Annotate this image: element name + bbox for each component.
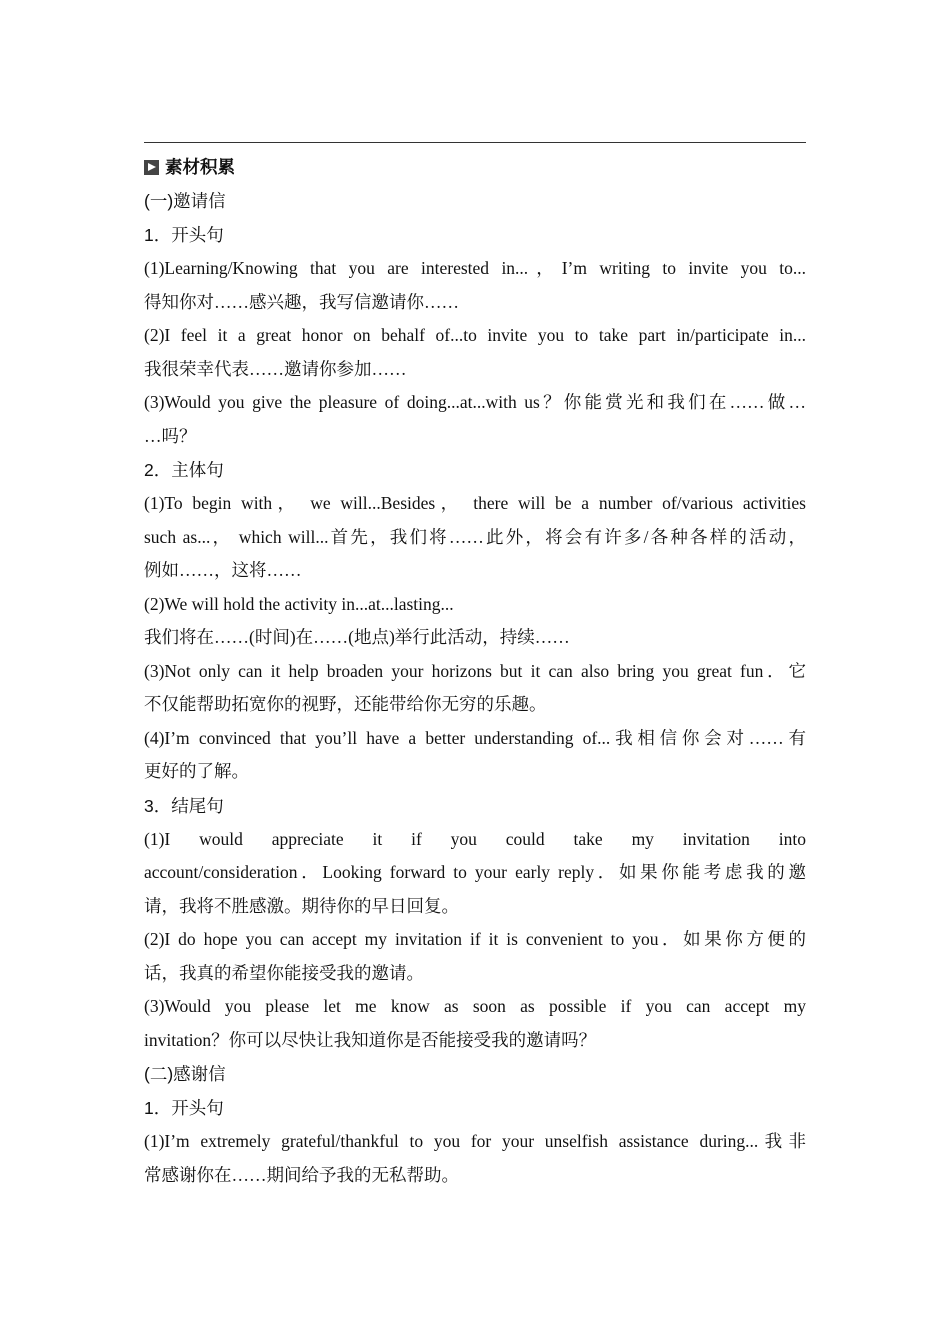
paragraph-line: (4)I’m convinced that you’ll have a better understanding of...我相信你会对……有 [144,727,806,748]
paragraph-line: (3)Not only can it help broaden your horizons but it can also bring you great fun．它 [144,660,806,681]
section-title: 素材积累 [165,157,235,177]
paragraph-line: invitation？你可以尽快让我知道你是否能接受我的邀请吗？ [144,1029,597,1050]
paragraph-line: 得知你对……感兴趣，我写信邀请你…… [144,291,459,312]
paragraph-line: …吗？ [144,425,197,446]
paragraph-line: (3)Would you please let me know as soon as possible if you can accept my [144,996,806,1016]
thanks-opening-title: 1．开头句 [144,1098,224,1118]
paragraph-line: (2)We will hold the activity in...at...lasting... [144,593,454,614]
paragraph-line: 不仅能帮助拓宽你的视野，还能带给你无穷的乐趣。 [144,694,547,714]
paragraph-line: (1)Learning/Knowing that you are interested in...，I’m writing to invite you to... [144,258,806,278]
invite-opening-title: 1．开头句 [144,225,224,245]
paragraph-line: (3)Would you give the pleasure of doing...at...with us？你能赏光和我们在……做… [144,392,806,412]
invite-body-title: 2．主体句 [144,460,224,480]
paragraph-line: (1)I’m extremely grateful/thankful to you for your unselfish assistance during...我非 [144,1131,806,1151]
document-content [144,150,806,1192]
paragraph-line: 话，我真的希望你能接受我的邀请。 [144,962,424,983]
part-title-invite: (一)邀请信 [144,191,226,211]
paragraph-line: (2)I do hope you can accept my invitation if it is convenient to you．如果你方便的 [144,929,806,949]
paragraph-line: (1)I would appreciate it if you could take my invitation into [144,828,806,849]
paragraph-line: 我很荣幸代表……邀请你参加…… [144,358,407,379]
paragraph-line: 请，我将不胜感激。期待你的早日回复。 [144,895,459,916]
paragraph-line: 我们将在……(时间)在……(地点)举行此活动，持续…… [144,627,570,647]
paragraph-line: 例如……，这将…… [144,560,302,580]
paragraph-line: such as...， which will...首先，我们将……此外，将会有许多/各种各样的活动， [144,526,806,547]
paragraph-line: 常感谢你在……期间给予我的无私帮助。 [144,1164,459,1185]
section-heading [144,150,806,184]
paragraph-line: (2)I feel it a great honor on behalf of...to invite you to take part in/participate in... [144,325,806,345]
part-title-thanks: (二)感谢信 [144,1064,226,1084]
header-rule [144,142,806,143]
paragraph-line: account/consideration．Looking forward to your early reply．如果你能考虑我的邀 [144,862,806,882]
play-triangle-icon [144,160,159,175]
paragraph-line: (1)To begin with， we will...Besides， there will be a number of/various activities [144,493,806,513]
paragraph-line: 更好的了解。 [144,761,249,781]
invite-closing-title: 3．结尾句 [144,795,224,816]
